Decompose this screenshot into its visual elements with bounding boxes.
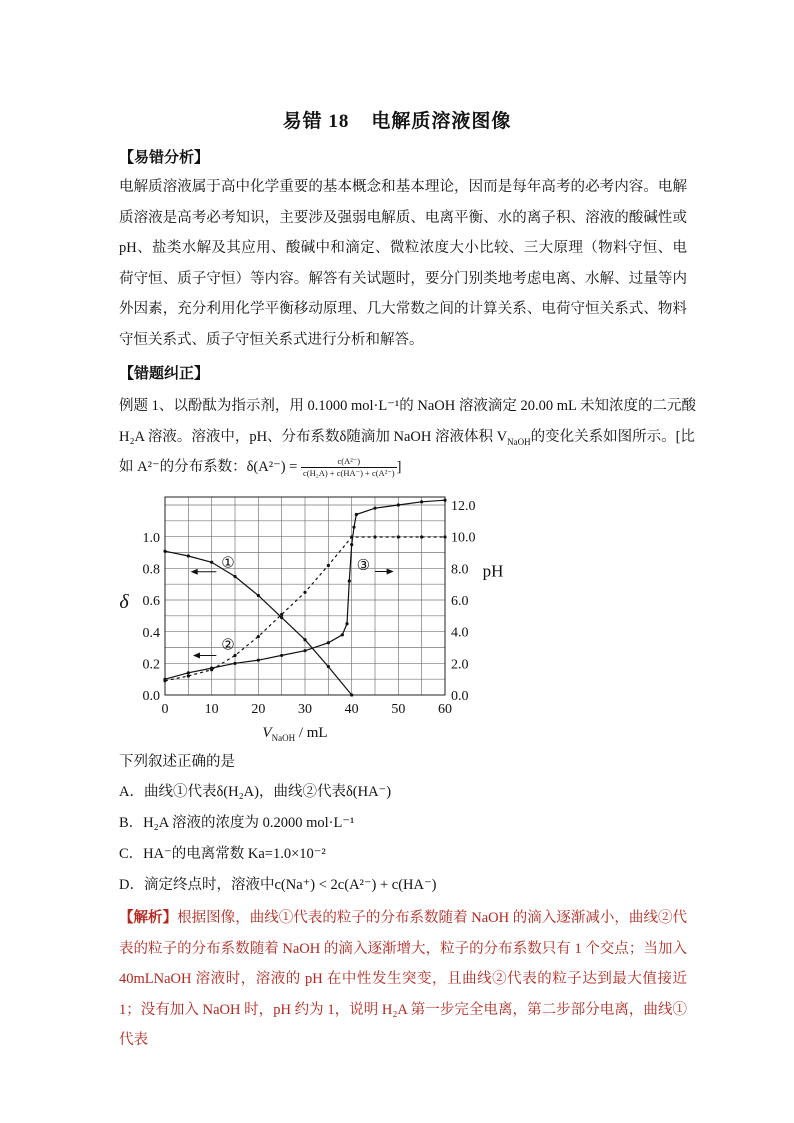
example-line-1: 例题 1、以酚酞为指示剂，用 0.1000 mol·L⁻¹的 NaOH 溶液滴定 20.00 mL 未知浓度的二元酸 (119, 398, 696, 414)
series-3-point (443, 499, 446, 502)
solution-heading: 【解析】 (119, 910, 178, 926)
x-tick-label: 50 (391, 702, 406, 717)
question-text: 下列叙述正确的是 (119, 754, 235, 770)
annotation-2: ② (221, 637, 235, 654)
series-1-point (187, 554, 190, 557)
series-2-point (373, 535, 376, 538)
series-3-point (303, 649, 306, 652)
y-right-tick-label: 4.0 (451, 625, 469, 641)
option-c: C．HA⁻的电离常数 Ka=1.0×10⁻² (119, 846, 326, 862)
y-left-tick-label: 0.8 (142, 562, 160, 578)
analysis-heading: 【易错分析】 (119, 150, 210, 166)
series-1-point (350, 693, 353, 696)
series-2-point (327, 564, 330, 567)
solution-block (119, 903, 687, 1056)
y-left-tick-label: 0.6 (142, 594, 160, 610)
series-1-point (257, 594, 260, 597)
series-2-point (187, 674, 190, 677)
option-b: B．H₂A 溶液的浓度为 0.2000 mol·L⁻¹ (119, 815, 355, 831)
series-3-point (420, 500, 423, 503)
series-3-point (345, 622, 348, 625)
titration-chart (110, 485, 510, 745)
title-topic: 电解质溶液图像 (371, 111, 512, 132)
series-3-point (350, 543, 353, 546)
y-right-tick-label: 2.0 (451, 657, 469, 673)
series-2-point (420, 535, 423, 538)
series-2-point (280, 613, 283, 616)
y-left-tick-label: 0.0 (142, 689, 160, 704)
annotation-3-arrowhead (387, 569, 394, 575)
series-3-point (163, 678, 166, 681)
series-3-point (355, 513, 358, 516)
y-left-tick-label: 0.2 (142, 657, 160, 673)
option-d: D．滴定终点时，溶液中c(Na⁺) < 2c(A²⁻) + c(HA⁻) (119, 877, 437, 893)
x-tick-label: 60 (438, 702, 452, 717)
series-2-point (233, 654, 236, 657)
x-tick-label: 10 (204, 702, 219, 717)
y-right-tick-label: 10.0 (451, 530, 476, 546)
series-1-point (210, 561, 213, 564)
annotation-2-arrowhead (193, 653, 200, 659)
x-tick-label: 40 (344, 702, 359, 717)
title-main: 易错 18 (282, 111, 350, 132)
y-right-tick-label: 8.0 (451, 562, 469, 578)
analysis-text: 电解质溶液属于高中化学重要的基本概念和基本理论，因而是每年高考的必考内容。电解质溶液是高考必考知识，主要涉及强弱电解质、电离平衡、水的离子积、溶液的酸碱性或 pH、盐类水解及其应用、酸碱中和滴定、微粒浓度大小比较、三大原理（物料守恒、电荷守恒、质子守恒）等内容。解答有关试题时，要分门别类地考虑电离、水解、过量等内外因素，充分利用化学平衡移动原理、几大常数之间的计算关系、电荷守恒关系式、物料守恒关系式、质子守恒关系式进行分析和解答。 (119, 179, 687, 348)
option-a: A．曲线①代表δ(H₂A)，曲线②代表δ(HA⁻) (119, 784, 392, 800)
series-2-point (257, 635, 260, 638)
series-1-point (233, 575, 236, 578)
annotation-1: ① (221, 555, 235, 572)
series-1-point (280, 616, 283, 619)
y-right-tick-label: 0.0 (451, 689, 469, 704)
series-3-point (341, 633, 344, 636)
annotation-1-arrowhead (191, 569, 198, 575)
series-1-point (303, 638, 306, 641)
annotation-3: ③ (356, 558, 371, 575)
y-left-tick-label: 1.0 (142, 531, 160, 546)
y-left-tick-label: 0.4 (142, 625, 160, 641)
series-1-point (327, 665, 330, 668)
series-3-point (280, 654, 283, 657)
x-tick-label: 20 (251, 702, 266, 717)
series-3-point (187, 671, 190, 674)
series-3-point (233, 662, 236, 665)
x-tick-label: 30 (298, 702, 312, 717)
y-right-tick-label: 6.0 (451, 594, 469, 609)
correction-heading: 【错题纠正】 (119, 366, 210, 382)
series-3-point (397, 503, 400, 506)
series-3-point (352, 526, 355, 529)
example-line-3: 如 A²⁻的分布系数：δ(A²⁻) = $\frac{\text{c(A²⁻)}}{\text{c(H₂A) + c(HA⁻) + c(A²⁻)}}$ ] (119, 456, 402, 479)
series-3-point (348, 579, 351, 582)
series-2-point (397, 535, 400, 538)
distribution-fraction: $\frac{\text{c(A²⁻)}}{\text{c(H₂A) + c(HA⁻) + c(A²⁻)}}$ (303, 456, 395, 479)
series-3-point (373, 507, 376, 510)
series-3-point (327, 641, 330, 644)
page-title (0, 106, 794, 133)
solution-text: 根据图像，曲线①代表的粒子的分布系数随着 NaOH 的滴入逐渐减小，曲线②代表的粒子的分布系数随着 NaOH 的滴入逐渐增大，粒子的分布系数只有 1 个交点；当加入 40mLNaOH 溶液时，溶液的 pH 在中性发生突变，且曲线②代表的粒子达到最大值接近 1；没有加入 NaOH 时，pH 约为 1，说明 H₂A 第一步完全电离，第二步部分电离，曲线①代表 (119, 910, 688, 1048)
series-2-point (443, 535, 446, 538)
x-axis-label: $V_{NaOH}$ / mL (262, 725, 328, 743)
y-left-axis-label: δ (119, 591, 129, 614)
series-1-point (163, 550, 166, 553)
example-line-2: H₂A 溶液。溶液中，pH、分布系数δ随滴加 NaOH 溶液体积 $V_{NaOH}$的变化关系如图所示。[比 (119, 429, 695, 447)
y-right-axis-label: pH (482, 561, 504, 581)
series-3-point (210, 666, 213, 669)
series-2-point (303, 591, 306, 594)
y-right-tick-label: 12.0 (451, 499, 476, 514)
series-3-point (257, 659, 260, 662)
x-tick-label: 0 (161, 702, 169, 717)
